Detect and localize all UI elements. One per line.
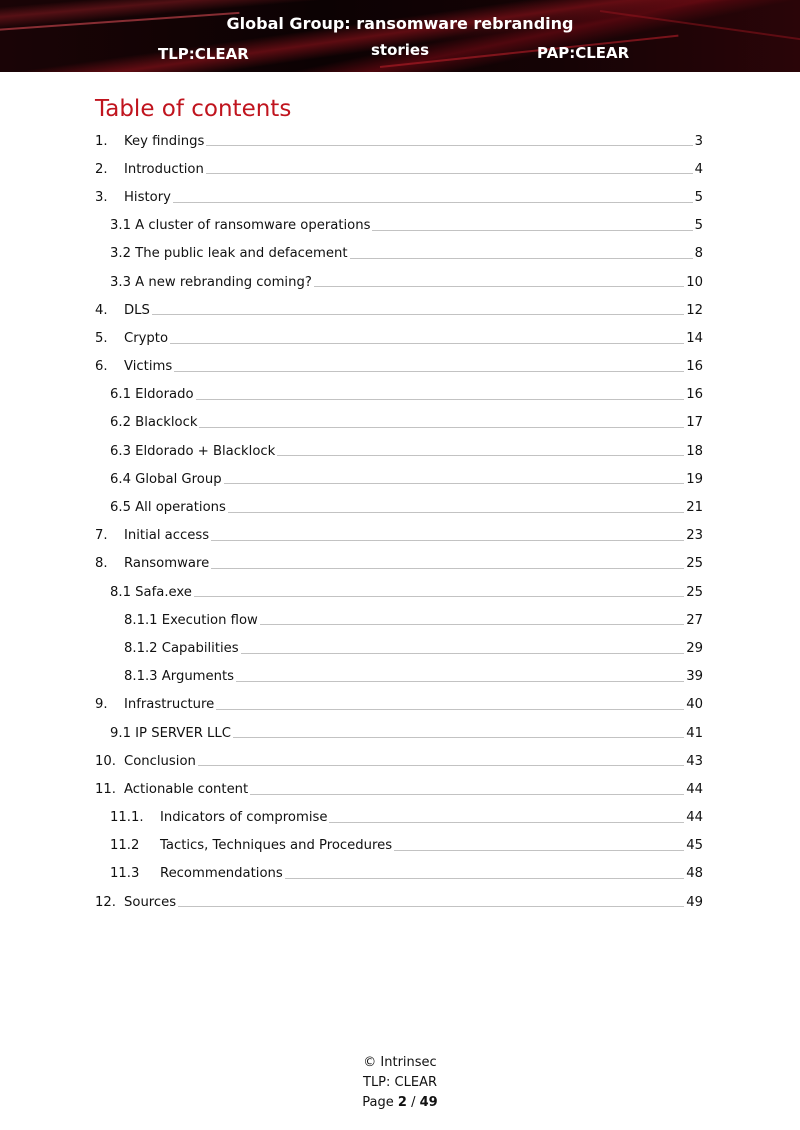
dot-leader (198, 765, 684, 766)
toc-entry-number: 7. (95, 528, 108, 544)
toc-entry-page: 27 (686, 612, 703, 628)
dot-leader (250, 794, 684, 795)
toc-entry-page: 5 (694, 189, 703, 205)
toc-entry-label: Ransomware (124, 556, 210, 572)
toc-entry-page: 39 (686, 669, 703, 685)
toc-entry[interactable] (95, 860, 703, 888)
dot-leader (206, 145, 692, 146)
toc-entry-label: Recommendations (160, 866, 283, 882)
toc-entry-page: 16 (686, 359, 703, 375)
toc-entry-page: 8 (694, 246, 703, 262)
toc-entry-page: 10 (686, 274, 703, 290)
dot-leader (170, 343, 684, 344)
toc-entry-number: 11. (95, 781, 116, 797)
dot-leader (178, 906, 684, 907)
page-separator: / (411, 1095, 416, 1110)
toc-entry-page: 12 (686, 302, 703, 318)
toc-entry-number: 12. (95, 894, 116, 910)
dot-leader (211, 540, 684, 541)
page-current: 2 (397, 1095, 407, 1110)
toc-entry-number: 10. (95, 753, 116, 769)
toc-entry[interactable] (95, 212, 703, 240)
toc-entry-label: Victims (124, 359, 173, 375)
toc-entry-label: 6.3 Eldorado + Blacklock (110, 443, 276, 459)
toc-entry-page: 25 (686, 556, 703, 572)
pap-label: PAP:CLEAR (537, 44, 630, 62)
toc-entry-page: 29 (686, 640, 703, 656)
toc-entry-page: 3 (694, 133, 703, 149)
toc-entry[interactable] (95, 324, 703, 352)
toc-entry-label: Actionable content (124, 781, 249, 797)
toc-entry-page: 14 (686, 330, 703, 346)
toc-entry-label: Infrastructure (124, 697, 215, 713)
toc-entry-label: 6.1 Eldorado (110, 387, 194, 403)
dot-leader (329, 822, 684, 823)
toc-entry-label: 8.1.1 Execution flow (124, 612, 258, 628)
toc-entry-page: 4 (694, 161, 703, 177)
toc-entry-page: 44 (686, 781, 703, 797)
toc-entry[interactable] (95, 493, 703, 521)
toc-entry[interactable] (95, 268, 703, 296)
dot-leader (206, 173, 693, 174)
toc-entry-page: 19 (686, 471, 703, 487)
document-subtitle: stories (370, 41, 430, 59)
dot-leader (216, 709, 684, 710)
toc-entry-page: 16 (686, 387, 703, 403)
toc-entry-label: 8.1 Safa.exe (110, 584, 192, 600)
toc-entry[interactable] (95, 775, 703, 803)
toc-entry-page: 25 (686, 584, 703, 600)
toc-entry[interactable] (95, 691, 703, 719)
toc-entry-label: Conclusion (124, 753, 196, 769)
toc-entry[interactable] (95, 240, 703, 268)
toc-entry[interactable] (95, 888, 703, 916)
dot-leader (236, 681, 684, 682)
toc-entry-page: 5 (694, 218, 703, 234)
dot-leader (196, 399, 685, 400)
toc-entry-number: 9. (95, 697, 108, 713)
toc-entry-label: Crypto (124, 330, 169, 346)
toc-entry-label: 3.2 The public leak and defacement (110, 246, 348, 262)
dot-leader (241, 653, 685, 654)
table-of-contents (95, 127, 703, 916)
toc-entry-number: 11.1. (110, 810, 144, 826)
dot-leader (394, 850, 684, 851)
toc-entry-page: 41 (686, 725, 703, 741)
toc-entry-page: 43 (686, 753, 703, 769)
toc-entry-number: 2. (95, 161, 108, 177)
toc-entry-number: 4. (95, 302, 108, 318)
toc-entry-label: 8.1.3 Arguments (124, 669, 235, 685)
toc-entry-number: 8. (95, 556, 108, 572)
dot-leader (173, 202, 693, 203)
dot-leader (285, 878, 684, 879)
dot-leader (314, 286, 684, 287)
header-banner (0, 0, 800, 72)
tlp-label: TLP:CLEAR (158, 45, 249, 63)
document-title: Global Group: ransomware rebranding (226, 14, 574, 33)
toc-entry[interactable] (95, 409, 703, 437)
dot-leader (233, 737, 684, 738)
toc-entry[interactable] (95, 183, 703, 211)
dot-leader (260, 624, 684, 625)
toc-entry-number: 11.2 (110, 838, 140, 854)
toc-entry-number: 3. (95, 189, 108, 205)
toc-entry-number: 6. (95, 359, 108, 375)
dot-leader (174, 371, 684, 372)
toc-entry-page: 45 (686, 838, 703, 854)
toc-entry-page: 49 (686, 894, 703, 910)
toc-entry[interactable] (95, 296, 703, 324)
toc-entry-page: 44 (686, 810, 703, 826)
toc-entry-page: 40 (686, 697, 703, 713)
toc-entry-label: 8.1.2 Capabilities (124, 640, 239, 656)
toc-entry-label: Tactics, Techniques and Procedures (160, 838, 393, 854)
dot-leader (224, 483, 685, 484)
toc-entry[interactable] (95, 578, 703, 606)
toc-entry-label: DLS (124, 302, 150, 318)
toc-entry-label: Introduction (124, 161, 204, 177)
toc-entry-label: 6.2 Blacklock (110, 415, 198, 431)
dot-leader (152, 314, 684, 315)
toc-entry-label: Key findings (124, 133, 205, 149)
toc-entry[interactable] (95, 127, 703, 155)
toc-entry-page: 21 (686, 500, 703, 516)
toc-entry-page: 18 (686, 443, 703, 459)
dot-leader (350, 258, 693, 259)
toc-entry-label: 9.1 IP SERVER LLC (110, 725, 231, 741)
page-total: 49 (419, 1095, 438, 1110)
toc-entry-label: 3.1 A cluster of ransomware operations (110, 218, 371, 234)
toc-entry-label: 6.5 All operations (110, 500, 226, 516)
toc-entry[interactable] (95, 606, 703, 634)
toc-entry[interactable] (95, 663, 703, 691)
dot-leader (211, 568, 684, 569)
toc-entry-page: 48 (686, 866, 703, 882)
copyright: © Intrinsec (363, 1055, 437, 1070)
dot-leader (277, 455, 684, 456)
toc-entry[interactable] (95, 832, 703, 860)
dot-leader (372, 230, 692, 231)
toc-entry-number: 5. (95, 330, 108, 346)
toc-entry[interactable] (95, 522, 703, 550)
toc-entry-label: Indicators of compromise (160, 810, 328, 826)
dot-leader (228, 512, 684, 513)
toc-heading: Table of contents (95, 96, 292, 122)
toc-entry-label: 3.3 A new rebranding coming? (110, 274, 312, 290)
dot-leader (194, 596, 684, 597)
toc-entry[interactable] (95, 634, 703, 662)
toc-entry-page: 23 (686, 528, 703, 544)
page-number (0, 1093, 800, 1113)
footer-tlp: TLP: CLEAR (363, 1075, 437, 1090)
toc-entry-label: Sources (124, 894, 177, 910)
page-prefix: Page (362, 1095, 394, 1110)
dot-leader (199, 427, 684, 428)
toc-entry-label: 6.4 Global Group (110, 471, 222, 487)
toc-entry[interactable] (95, 381, 703, 409)
toc-entry[interactable] (95, 550, 703, 578)
toc-entry[interactable] (95, 155, 703, 183)
toc-entry[interactable] (95, 747, 703, 775)
toc-entry-page: 17 (686, 415, 703, 431)
page-footer (0, 1053, 800, 1113)
toc-entry-label: Initial access (124, 528, 210, 544)
toc-entry-label: History (124, 189, 171, 205)
toc-entry[interactable] (95, 804, 703, 832)
toc-entry[interactable] (95, 437, 703, 465)
toc-entry[interactable] (95, 719, 703, 747)
toc-entry-number: 11.3 (110, 866, 140, 882)
toc-entry[interactable] (95, 353, 703, 381)
toc-entry[interactable] (95, 465, 703, 493)
toc-entry-number: 1. (95, 133, 108, 149)
